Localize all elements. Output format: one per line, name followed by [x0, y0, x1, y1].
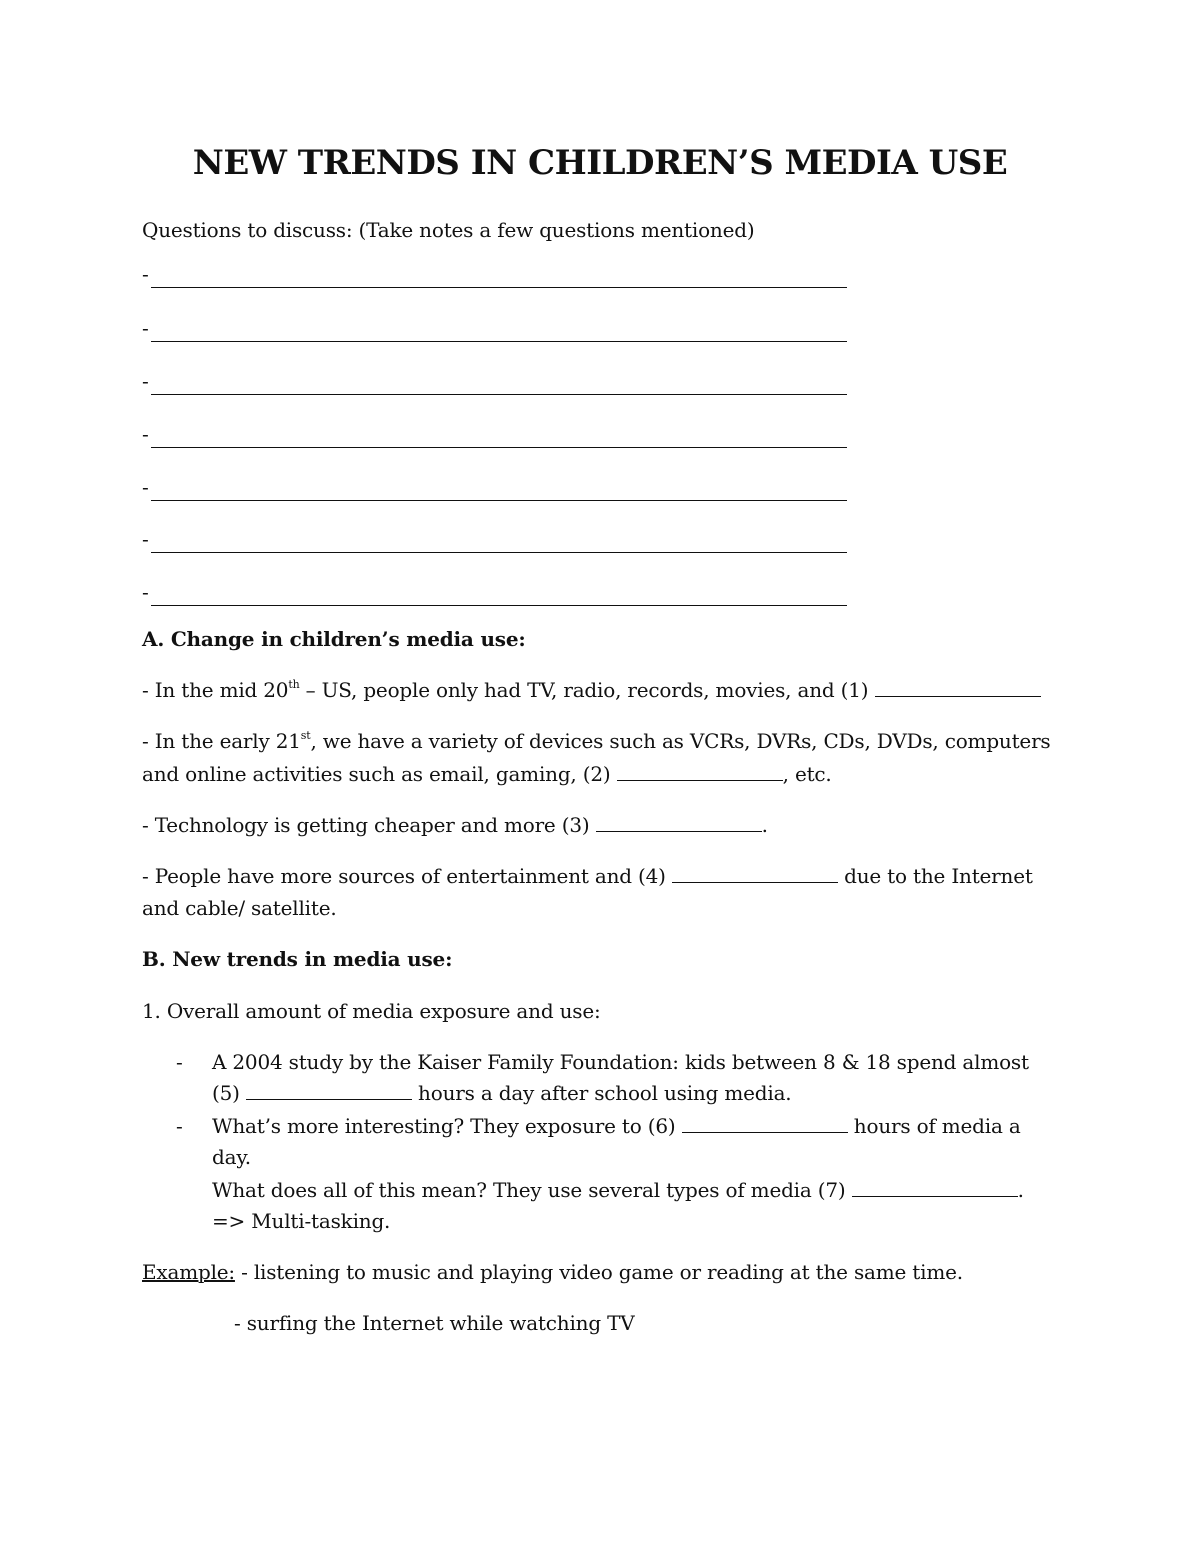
line-dash: -: [142, 527, 149, 551]
text: - In the early 21: [142, 729, 301, 753]
section-a-item-3: [142, 813, 768, 837]
text: - listening to music and playing video game or reading at the same time.: [234, 1260, 963, 1284]
text: and online activities such as email, gaming, (2): [142, 762, 617, 786]
rule: [151, 552, 847, 553]
question-line-2[interactable]: [142, 316, 847, 342]
blank-3[interactable]: [596, 830, 762, 832]
section-a-item-4-cont: and cable/ satellite.: [142, 896, 337, 920]
text: hours of media a: [847, 1114, 1021, 1138]
section-a-item-2-cont: [142, 762, 832, 786]
text: , we have a variety of devices such as VCRs, DVRs, CDs, DVDs, computers: [310, 729, 1051, 753]
text: .: [761, 813, 768, 837]
question-line-6[interactable]: [142, 527, 847, 553]
text: , etc.: [782, 762, 832, 786]
bullet-2-line-1: [212, 1114, 1021, 1138]
line-dash: -: [142, 369, 149, 393]
rule: [151, 605, 847, 606]
question-line-4[interactable]: [142, 422, 847, 448]
superscript: st: [300, 729, 311, 742]
text: What’s more interesting? They exposure to (6): [212, 1114, 682, 1138]
bullet-1-line-1: A 2004 study by the Kaiser Family Foundation: kids between 8 & 18 spend almost: [212, 1050, 1029, 1074]
section-a-item-2: [142, 729, 1051, 753]
line-dash: -: [142, 580, 149, 604]
text: – US, people only had TV, radio, records, movies, and (1): [299, 678, 875, 702]
rule: [151, 394, 847, 395]
rule: [151, 341, 847, 342]
blank-2[interactable]: [617, 779, 783, 781]
section-a-heading: A. Change in children’s media use:: [142, 627, 526, 651]
text: hours a day after school using media.: [411, 1081, 792, 1105]
text: - People have more sources of entertainment and (4): [142, 864, 672, 888]
text: (5): [212, 1081, 246, 1105]
section-a-item-4: [142, 864, 1033, 888]
bullet-dash: -: [176, 1114, 183, 1138]
text: due to the Internet: [837, 864, 1033, 888]
page-title: NEW TRENDS IN CHILDREN’S MEDIA USE: [192, 143, 1008, 183]
rule: [151, 500, 847, 501]
section-b-subheading-1: 1. Overall amount of media exposure and use:: [142, 999, 601, 1023]
blank-1[interactable]: [875, 695, 1041, 697]
example-label: Example:: [142, 1260, 235, 1284]
text: - Technology is getting cheaper and more (3): [142, 813, 596, 837]
line-dash: -: [142, 422, 149, 446]
line-dash: -: [142, 262, 149, 286]
example-line-1: [142, 1260, 963, 1284]
text: What does all of this mean? They use several types of media (7): [212, 1178, 852, 1202]
section-b-heading: B. New trends in media use:: [142, 947, 453, 971]
section-a-item-1: [142, 678, 1041, 702]
text: - In the mid 20: [142, 678, 289, 702]
intro-text: Questions to discuss: (Take notes a few questions mentioned): [142, 218, 755, 242]
question-line-1[interactable]: [142, 262, 847, 288]
bullet-2-line-4: => Multi-tasking.: [212, 1209, 391, 1233]
bullet-dash: -: [176, 1050, 183, 1074]
superscript: th: [288, 678, 300, 691]
text: .: [1017, 1178, 1024, 1202]
blank-5[interactable]: [246, 1098, 412, 1100]
bullet-2-line-2: day.: [212, 1145, 251, 1169]
question-line-5[interactable]: [142, 475, 847, 501]
bullet-2-line-3: [212, 1178, 1024, 1202]
blank-7[interactable]: [852, 1195, 1018, 1197]
question-line-7[interactable]: [142, 580, 847, 606]
bullet-1-line-2: [212, 1081, 791, 1105]
rule: [151, 447, 847, 448]
example-line-2: - surfing the Internet while watching TV: [234, 1311, 635, 1335]
line-dash: -: [142, 475, 149, 499]
rule: [151, 287, 847, 288]
blank-6[interactable]: [682, 1131, 848, 1133]
line-dash: -: [142, 316, 149, 340]
question-line-3[interactable]: [142, 369, 847, 395]
blank-4[interactable]: [672, 881, 838, 883]
